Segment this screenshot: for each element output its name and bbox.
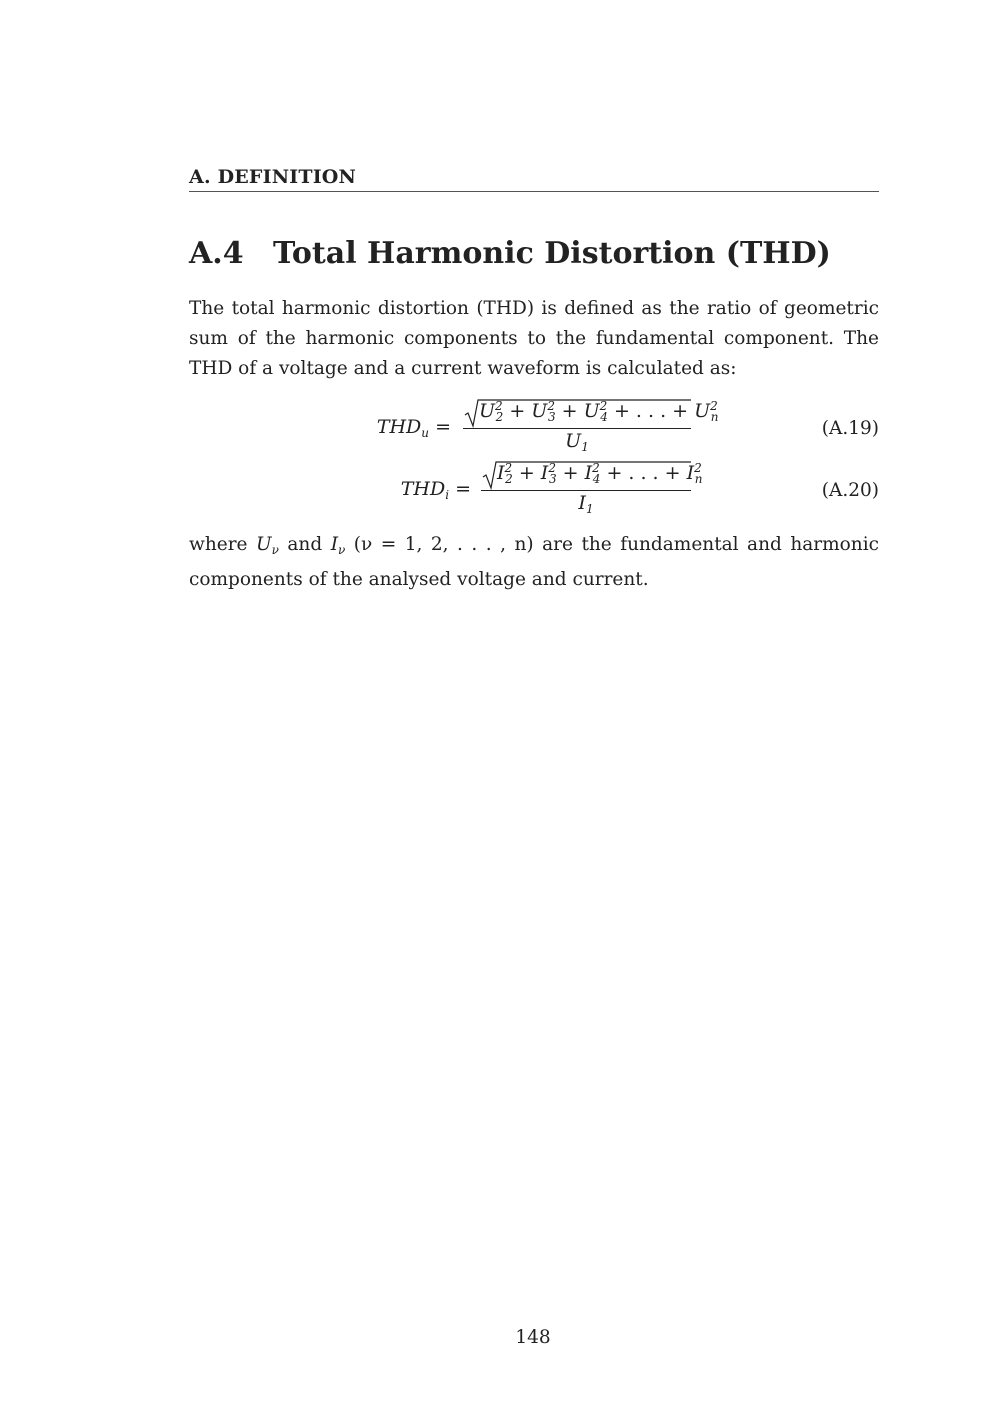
- equation-thd-voltage: [189, 398, 879, 456]
- equation-numerator: $I^2_2 + I^2_3 + I^2_4$ + . . . + $I^2_n$: [481, 460, 691, 491]
- page-number: 148: [515, 1327, 551, 1348]
- closing-paragraph: where $U_\nu$ and $I_\nu$ (ν = 1, 2, . . . , n) are the fundamental and harmonic components of the analysed voltage and current.: [189, 534, 879, 590]
- intro-paragraph: The total harmonic distortion (THD) is defined as the ratio of geometric sum of the harmonic components to the fundamental component. The THD of a voltage and a current waveform is calculated as:: [189, 298, 879, 379]
- equation-fraction: [463, 398, 719, 454]
- equation-denominator: $U_1$: [565, 430, 589, 454]
- equation-fraction: [481, 460, 703, 516]
- equation-number: (A.19): [821, 418, 879, 439]
- equation-lhs: $THD_i$ =: [400, 478, 471, 502]
- running-head: A. DEFINITION: [189, 166, 879, 192]
- section-title: Total Harmonic Distortion (THD): [273, 236, 831, 271]
- equation-number: (A.20): [821, 480, 879, 501]
- equation-thd-current: [189, 460, 879, 518]
- equation-denominator: $I_1$: [578, 492, 594, 516]
- equation-numerator: $U^2_2 + U^2_3 + U^2_4$ + . . . + $U^2_n$: [463, 398, 691, 429]
- section-number: A.4: [189, 236, 244, 271]
- section-heading: [189, 236, 831, 271]
- equation-lhs: $THD_u$ =: [376, 416, 451, 440]
